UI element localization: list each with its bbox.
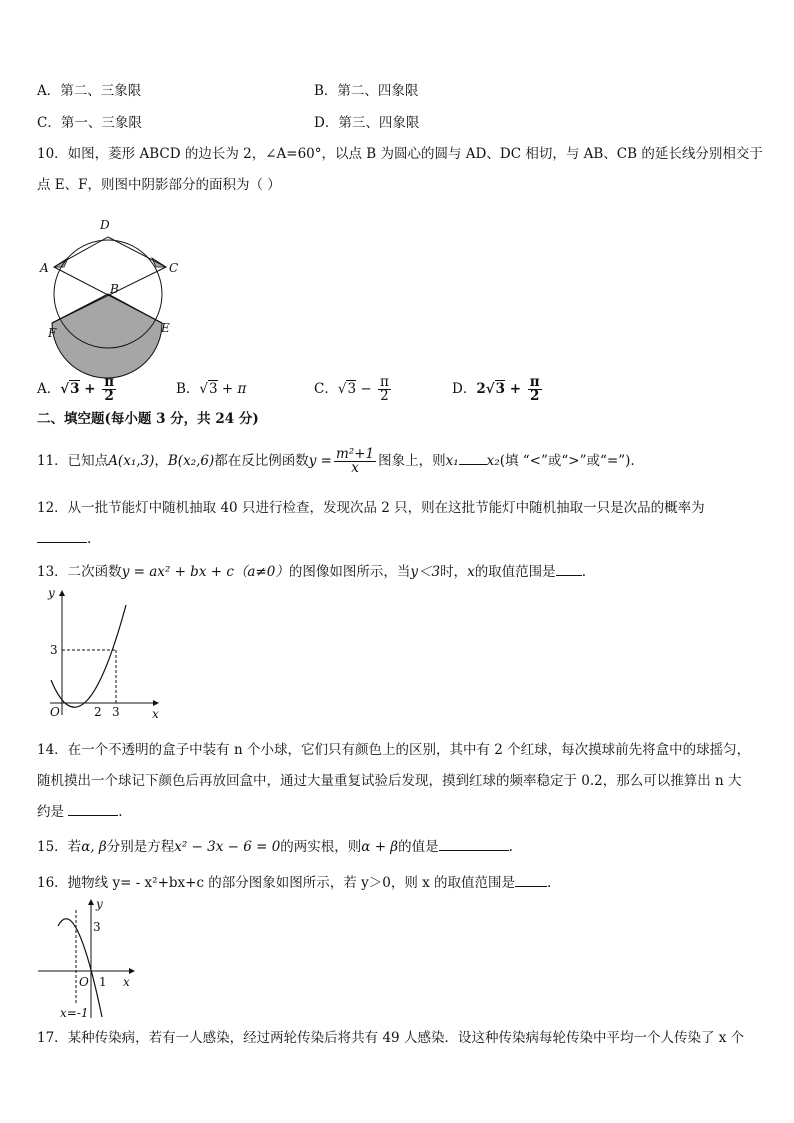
q10-option-b: B．√3 + π	[176, 381, 247, 397]
q10-option-d: D．2√3 + $\frac{\pi}{2}$	[452, 374, 540, 404]
q13-period: .	[581, 564, 586, 580]
q11-x2: x₂	[486, 453, 500, 469]
q14-answer-blank[interactable]	[68, 803, 118, 816]
q11-answer-blank[interactable]	[459, 452, 487, 465]
q13-label-y: y	[48, 586, 55, 600]
q14-prefix: 约是	[37, 804, 64, 820]
q9-option-d: D．第三、四象限	[314, 115, 420, 131]
q13-end: 时，	[440, 564, 468, 580]
q15-vars: α, β	[81, 839, 107, 855]
q13-stem	[37, 563, 586, 581]
q13-label-x: x	[152, 707, 159, 721]
q13-label-2: 2	[94, 705, 102, 719]
q10-label-c: C	[169, 261, 179, 275]
section2-heading: 二、填空题(每小题 3 分，共 24 分)	[37, 411, 259, 427]
q11-frac-den: x	[351, 460, 359, 476]
q10-label-e: E	[161, 321, 170, 335]
q11-frac-num: m²+1	[336, 446, 375, 462]
q10-label-f: F	[48, 326, 57, 340]
q13-answer-blank[interactable]	[556, 563, 582, 576]
q10-option-a: A．√3 + $\frac{\pi}{2}$	[37, 374, 115, 404]
q16-label-1: 1	[99, 975, 107, 989]
q16-label-y: y	[96, 897, 103, 911]
q15-sum: α + β	[361, 839, 399, 855]
q14-stem-line1: 14．在一个不透明的盒子中装有 n 个小球，它们只有颜色上的区别，其中有 2 个红球，每次摸球前先将盒中的球摇匀，	[37, 742, 751, 758]
q10-option-b-label: B．	[176, 381, 200, 397]
q10-stem-line2: 点 E、F，则图中阴影部分的面积为（ ）	[37, 177, 281, 193]
q16-label-origin: O	[79, 975, 89, 989]
q11-middle: 都在反比例函数	[214, 453, 309, 469]
q12-stem-line1: 12．从一批节能灯中随机抽取 40 只进行检查，发现次品 2 只，则在这批节能灯中随机抽取一只是次品的概率为	[37, 500, 705, 516]
q13-var-x: x	[467, 564, 475, 580]
q11-func-y: y =	[308, 453, 332, 469]
q16-period: .	[547, 875, 552, 891]
q13-mid: 的图像如图所示，当	[288, 564, 411, 580]
q16-label-3: 3	[93, 920, 101, 934]
q10-option-d-label: D．	[452, 381, 477, 397]
q10-edge-ad	[54, 237, 108, 267]
q11-prefix: 11．已知点	[37, 453, 109, 469]
q12-period: .	[87, 531, 92, 547]
q13-label-3x: 3	[112, 705, 120, 719]
q9-option-b: B．第二、四象限	[314, 83, 419, 99]
q15-stem	[37, 838, 513, 856]
q16-stem	[37, 874, 551, 892]
q15-answer-blank[interactable]	[439, 838, 509, 851]
q16-prefix: 16．抛物线 y= - x²+bx+c 的部分图象如图所示，若 y＞0，则 x 的取值范围是	[37, 875, 516, 891]
q15-period: .	[508, 839, 513, 855]
q14-stem-line2: 随机摸出一个球记下颜色后再放回盒中，通过大量重复试验后发现，摸到红球的频率稳定于 0.2，那么可以推算出 n 大	[37, 773, 742, 789]
q13-label-3: 3	[50, 643, 58, 657]
q10-label-a: A	[40, 261, 49, 275]
q15-end: 的值是	[398, 839, 439, 855]
q16-label-x: x	[123, 975, 130, 989]
q10-figure	[38, 215, 178, 355]
q11-suffix: (填 “<”或“>”或“=”).	[499, 453, 635, 469]
q10-stem-line1: 10．如图，菱形 ABCD 的边长为 2，∠A=60°，以点 B 为圆心的圆与 AD、DC 相切，与 AB、CB 的延长线分别相交于	[37, 146, 763, 162]
q15-mid: 分别是方程	[106, 839, 175, 855]
q14-period: .	[118, 804, 123, 820]
q13-cond: y＜3	[410, 564, 441, 580]
q13-func: y = ax² + bx + c（a≠0）	[121, 564, 289, 580]
q13-label-origin: O	[50, 705, 60, 719]
q17-stem-line1: 17．某种传染病，若有一人感染，经过两轮传染后将共有 49 人感染．设这种传染病每轮传染中平均一个人传染了 x 个	[37, 1030, 745, 1046]
q9-option-c: C．第一、三象限	[37, 115, 142, 131]
q13-prefix: 13．二次函数	[37, 564, 122, 580]
q16-answer-blank[interactable]	[515, 874, 547, 887]
q12-answer-blank[interactable]	[37, 530, 87, 543]
q16-graph	[36, 896, 141, 1021]
q13-graph	[40, 585, 165, 720]
q10-shaded-sector	[52, 294, 162, 378]
q9-option-a: A．第二、三象限	[37, 83, 142, 99]
q11-point-b: B(x₂,6)	[167, 453, 215, 469]
q11-after: 图象上，则	[378, 453, 446, 469]
q15-equation: x² − 3x − 6 = 0	[174, 839, 281, 855]
q15-prefix: 15．若	[37, 839, 82, 855]
q11-point-a: A(x₁,3)	[108, 453, 155, 469]
q10-label-d: D	[100, 218, 110, 232]
q10-option-c-label: C．	[314, 381, 338, 397]
q11-x1: x₁	[445, 453, 459, 469]
q10-option-c: C．√3 − $\frac{\pi}{2}$	[314, 374, 389, 404]
q12-stem-line2	[37, 530, 91, 548]
q11-stem: 11．已知点A(x₁,3)，B(x₂,6)都在反比例函数y = $\frac{\text{m²+1}}{x}$ 图象上，则x₁ x₂(填 “<”或“>”或“=”).	[37, 446, 635, 476]
q16-label-axis: x=-1	[60, 1006, 89, 1020]
q14-stem-line3	[37, 803, 123, 821]
q13-tail: 的取值范围是	[474, 564, 556, 580]
q10-option-a-label: A．	[37, 381, 61, 397]
q10-label-b: B	[110, 282, 119, 296]
q10-edge-dc	[108, 237, 166, 267]
q15-mid2: 的两实根，则	[280, 839, 362, 855]
